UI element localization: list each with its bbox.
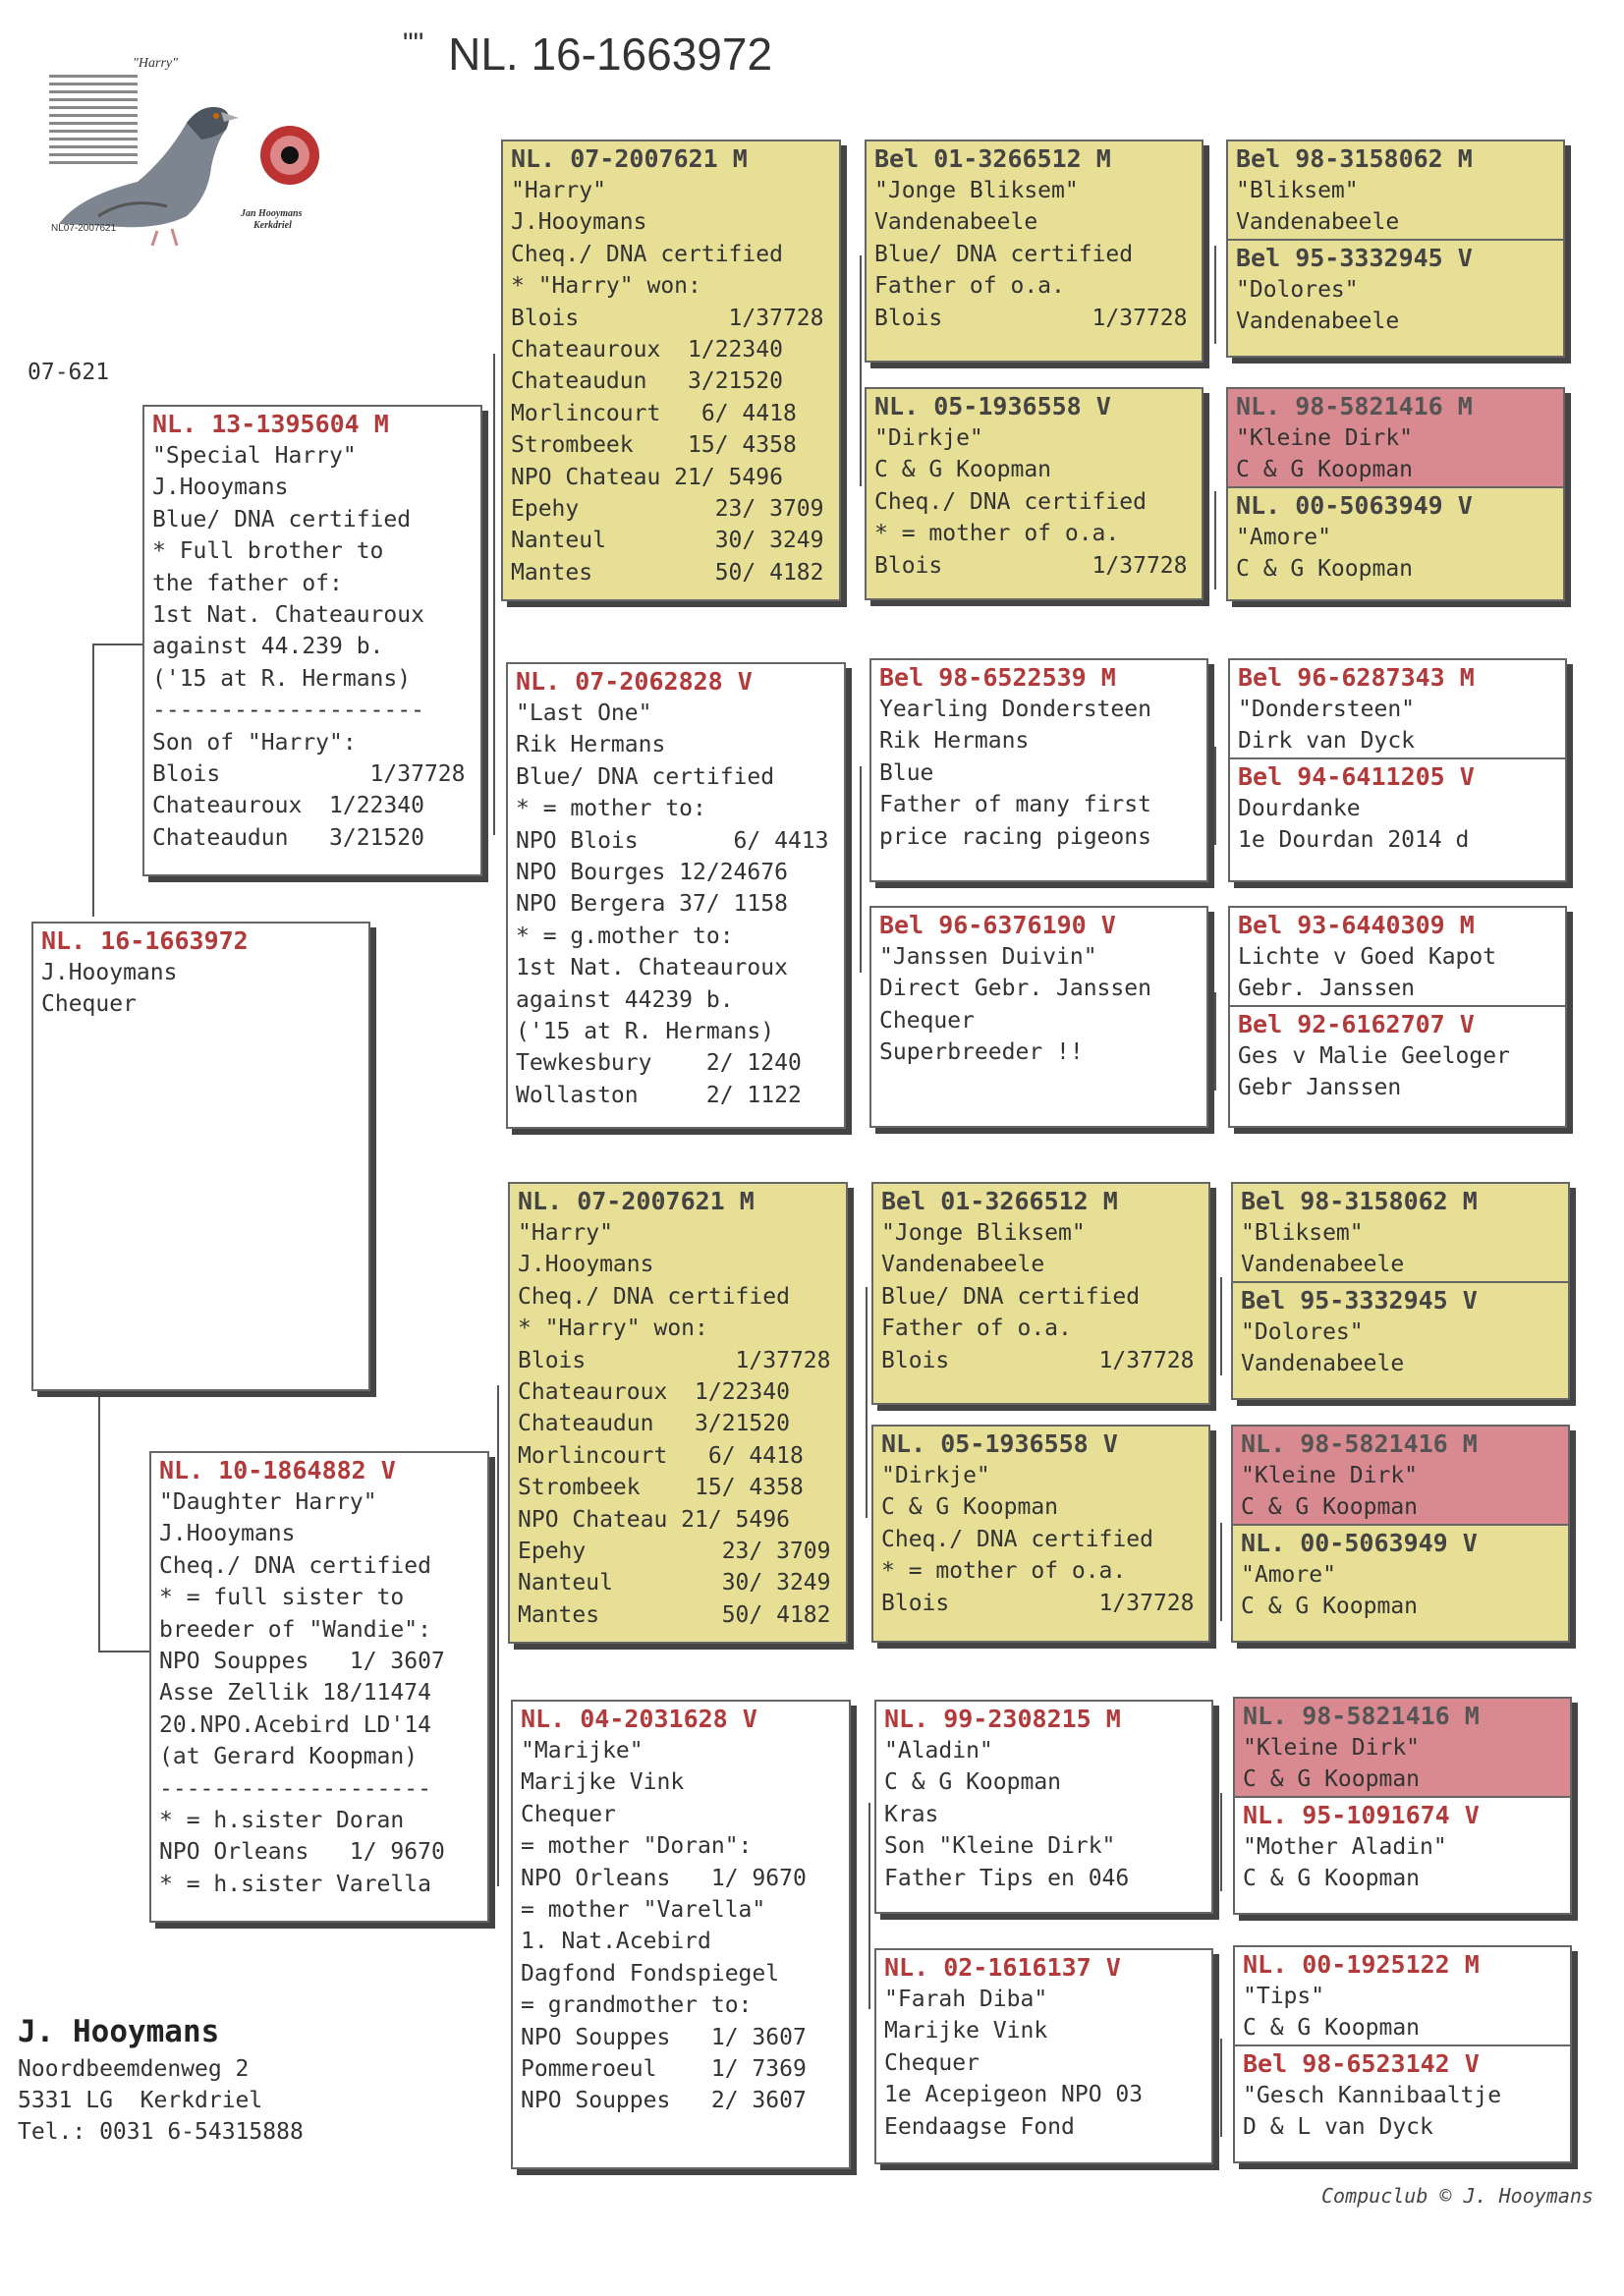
gen5-pair-card <box>1233 1945 1572 2163</box>
gen5-line: C & G Koopman <box>1243 2015 1421 2042</box>
side-code: 07-621 <box>28 360 110 385</box>
grandparent-line: Nanteul 30/ 3249 <box>518 1570 831 1596</box>
great-grandparent-line: * = mother of o.a. <box>881 1558 1127 1585</box>
connector <box>1214 246 1216 344</box>
grandparent-line: Tewkesbury 2/ 1240 <box>516 1050 802 1077</box>
connector <box>1220 1793 1222 1891</box>
dam-line: "Daughter Harry" <box>159 1489 377 1515</box>
breeder-city: 5331 LG Kerkdriel <box>18 2088 263 2113</box>
grandparent-line: * = mother to: <box>516 796 706 822</box>
gen5-ring: NL. 98-5821416 M <box>1236 392 1473 420</box>
gen5-pair-card <box>1228 658 1567 882</box>
sire-line: against 44.239 b. <box>152 634 384 660</box>
great-grandparent-card <box>869 906 1208 1128</box>
dam-line: Cheq./ DNA certified <box>159 1552 431 1579</box>
great-grandparent-line: Blue <box>879 759 934 786</box>
great-grandparent-line: Father of many first <box>879 792 1151 818</box>
grandparent-line: Nanteul 30/ 3249 <box>511 528 824 554</box>
grandparent-line: Blois 1/37728 <box>511 305 824 331</box>
dam-line: NPO Orleans 1/ 9670 <box>159 1839 445 1866</box>
grandparent-line: Epehy 23/ 3709 <box>518 1539 831 1565</box>
sire-line: J.Hooymans <box>152 475 289 501</box>
gen5-ring: Bel 95-3332945 V <box>1236 243 1473 272</box>
sire-line: Blois 1/37728 <box>152 761 466 788</box>
sire-line: "Special Harry" <box>152 443 357 469</box>
gen5-pair-card <box>1233 1697 1572 1915</box>
grandparent-line: NPO Bourges 12/24676 <box>516 860 788 886</box>
great-grandparent-line: Rik Hermans <box>879 728 1030 755</box>
photo-owner-place: Kerkdriel <box>253 220 292 231</box>
grandparent-line: NPO Chateau 21/ 5496 <box>518 1506 790 1533</box>
grandparent-line: Morlincourt 6/ 4418 <box>518 1442 804 1469</box>
dam-line: (at Gerard Koopman) <box>159 1744 419 1770</box>
great-grandparent-line: "Dirkje" <box>881 1463 990 1488</box>
photo-ring-caption: NL07-2007621 <box>51 223 117 234</box>
grandparent-line: Chateaudun 3/21520 <box>511 368 783 395</box>
title-quote: "" <box>403 28 424 60</box>
grandparent-line: Rik Hermans <box>516 732 666 758</box>
great-grandparent-line: 1e Acepigeon NPO 03 <box>884 2082 1144 2108</box>
grandparent-line: NPO Souppes 2/ 3607 <box>521 2088 807 2114</box>
sire-line: 1st Nat. Chateauroux <box>152 602 424 629</box>
great-grandparent-line: Superbreeder !! <box>879 1039 1084 1066</box>
gen5-pair-card <box>1231 1425 1570 1643</box>
great-grandparent-line: Chequer <box>884 2049 980 2076</box>
grandparent-line: Cheq./ DNA certified <box>518 1283 790 1310</box>
gen5-pair-card <box>1228 906 1567 1128</box>
gen5-line: Ges v Malie Geeloger <box>1238 1042 1510 1069</box>
gen5-line: C & G Koopman <box>1236 556 1414 583</box>
connector <box>497 1385 499 1886</box>
subject-line: J.Hooymans <box>41 960 178 985</box>
gen5-line: "Bliksem" <box>1236 178 1359 203</box>
gen5-line: "Dolores" <box>1241 1318 1364 1345</box>
sire-card <box>142 405 482 876</box>
great-grandparent-ring: Bel 96-6376190 V <box>879 911 1116 939</box>
great-grandparent-line: C & G Koopman <box>884 1769 1062 1796</box>
gen5-line: Dourdanke <box>1238 795 1361 821</box>
sire-line: * Full brother to <box>152 538 384 565</box>
grandsire-dam-side-card <box>508 1182 848 1644</box>
dam-line: J.Hooymans <box>159 1521 296 1547</box>
great-grandparent-line: Blue/ DNA certified <box>874 241 1134 267</box>
great-grandparent-line: Blois 1/37728 <box>874 552 1188 579</box>
great-grandparent-card <box>869 658 1208 882</box>
great-grandparent-line: Blue/ DNA certified <box>881 1283 1141 1310</box>
great-grandparent-card <box>871 1182 1210 1405</box>
dam-line: * = h.sister Varella <box>159 1871 431 1897</box>
gen5-line: "Kleine Dirk" <box>1243 1735 1421 1761</box>
great-grandparent-line: * = mother of o.a. <box>874 521 1120 547</box>
sire-line: -------------------- <box>152 698 424 724</box>
grandparent-line: Wollaston 2/ 1122 <box>516 1082 802 1108</box>
gen5-line: "Amore" <box>1241 1561 1336 1588</box>
gen5-line: "Kleine Dirk" <box>1236 425 1414 451</box>
photo-owner-name: Jan Hooymans <box>241 208 303 219</box>
great-grandparent-line: Father of o.a. <box>881 1316 1072 1342</box>
great-grandparent-line: Blois 1/37728 <box>881 1590 1195 1616</box>
connector <box>860 766 862 973</box>
gen5-line: Vandenabeele <box>1241 1351 1405 1377</box>
gen5-ring: NL. 00-5063949 V <box>1241 1528 1478 1557</box>
gen5-line: Gebr Janssen <box>1238 1075 1402 1101</box>
great-grandparent-line: Eendaagse Fond <box>884 2113 1075 2140</box>
grandparent-line: NPO Chateau 21/ 5496 <box>511 464 783 490</box>
dam-ring: NL. 10-1864882 V <box>159 1456 396 1484</box>
page-title: NL. 16-1663972 <box>448 28 773 80</box>
gen5-ring: NL. 95-1091674 V <box>1243 1800 1480 1829</box>
great-grandparent-line: Cheq./ DNA certified <box>874 488 1147 515</box>
sire-line: Chateaudun 3/21520 <box>152 824 424 851</box>
great-grandparent-line: Vandenabeele <box>881 1252 1045 1278</box>
connector <box>1214 992 1216 1091</box>
great-grandparent-card <box>874 1948 1213 2164</box>
dam-line: Asse Zellik 18/11474 <box>159 1680 431 1707</box>
connector <box>98 1385 100 1651</box>
gen5-ring: Bel 93-6440309 M <box>1238 911 1475 939</box>
great-grandparent-line: Father Tips en 046 <box>884 1865 1130 1891</box>
gen5-ring: NL. 00-5063949 V <box>1236 490 1473 520</box>
gen5-line: "Amore" <box>1236 524 1331 550</box>
great-grandparent-line: "Jonge Bliksem" <box>881 1220 1086 1246</box>
grandparent-line: * "Harry" won: <box>511 273 701 300</box>
gen5-line: D & L van Dyck <box>1243 2114 1433 2141</box>
footer-credit: Compuclub © J. Hooymans <box>1321 2184 1594 2208</box>
great-grandparent-ring: NL. 05-1936558 V <box>874 392 1111 420</box>
grandparent-line: Chateaudun 3/21520 <box>518 1411 790 1437</box>
grandsire-sire-side-card <box>501 140 841 601</box>
dam-card <box>149 1451 489 1923</box>
great-grandparent-ring: Bel 01-3266512 M <box>881 1187 1118 1215</box>
great-grandparent-line: Blois 1/37728 <box>881 1347 1195 1373</box>
gen5-line: "Dolores" <box>1236 276 1359 303</box>
great-grandparent-line: Vandenabeele <box>874 209 1038 236</box>
dam-line: * = h.sister Doran <box>159 1808 405 1834</box>
great-grandparent-line: Kras <box>884 1801 939 1827</box>
gen5-line: C & G Koopman <box>1236 457 1414 483</box>
grandparent-line: * = g.mother to: <box>516 923 734 949</box>
grandparent-line: Blue/ DNA certified <box>516 763 775 790</box>
gen5-ring: NL. 98-5821416 M <box>1243 1702 1480 1730</box>
breeder-block <box>18 2010 304 2148</box>
subject-card <box>31 922 370 1391</box>
great-grandparent-ring: Bel 01-3266512 M <box>874 144 1111 173</box>
grandparent-line: Blois 1/37728 <box>518 1347 831 1373</box>
great-grandparent-card <box>865 387 1204 600</box>
grandparent-line: Epehy 23/ 3709 <box>511 496 824 523</box>
connector <box>1220 2039 1222 2137</box>
great-grandparent-line: "Aladin" <box>884 1738 993 1764</box>
grandparent-line: "Last One" <box>516 700 652 726</box>
great-grandparent-line: Son "Kleine Dirk" <box>884 1833 1116 1860</box>
gen5-ring: NL. 00-1925122 M <box>1243 1950 1480 1979</box>
breeder-phone: Tel.: 0031 6-54315888 <box>18 2119 304 2145</box>
sire-line: the father of: <box>152 570 343 596</box>
gen5-line: "Bliksem" <box>1241 1220 1364 1246</box>
grandparent-line: NPO Blois 6/ 4413 <box>516 827 829 854</box>
gen5-line: "Kleine Dirk" <box>1241 1463 1419 1488</box>
gen5-ring: Bel 98-3158062 M <box>1241 1187 1478 1215</box>
great-grandparent-line: Yearling Dondersteen <box>879 697 1151 722</box>
grandparent-line: J.Hooymans <box>511 209 647 236</box>
grandparent-line: against 44239 b. <box>516 986 734 1013</box>
great-grandparent-line: Blois 1/37728 <box>874 305 1188 331</box>
grandparent-line: Morlincourt 6/ 4418 <box>511 400 797 426</box>
great-grandparent-line: Direct Gebr. Janssen <box>879 976 1151 1002</box>
great-grandparent-card <box>865 140 1204 363</box>
grandsire-dam-side-ring: NL. 07-2007621 M <box>518 1187 755 1215</box>
grandparent-line: ('15 at R. Hermans) <box>516 1019 775 1045</box>
grandparent-line: Strombeek 15/ 4358 <box>511 432 797 459</box>
dam-line: -------------------- <box>159 1775 431 1802</box>
grandparent-line: NPO Souppes 1/ 3607 <box>521 2024 807 2050</box>
breeder-street: Noordbeemdenweg 2 <box>18 2056 250 2082</box>
grandparent-line: Chequer <box>521 1801 616 1827</box>
dam-line: NPO Souppes 1/ 3607 <box>159 1649 445 1675</box>
pigeon-photo <box>39 49 334 260</box>
grandparent-line: = grandmother to: <box>521 1992 753 2019</box>
grandparent-line: Strombeek 15/ 4358 <box>518 1475 804 1501</box>
subject-line: Chequer <box>41 991 137 1018</box>
connector <box>866 1287 868 1518</box>
grandparent-line: Marijke Vink <box>521 1769 685 1796</box>
great-grandparent-ring: Bel 98-6522539 M <box>879 663 1116 692</box>
gen5-pair-card <box>1231 1182 1570 1400</box>
gen5-line: "Mother Aladin" <box>1243 1833 1447 1860</box>
gen5-pair-card <box>1226 140 1565 358</box>
granddam-dam-side-ring: NL. 04-2031628 V <box>521 1705 757 1733</box>
great-grandparent-line: "Farah Diba" <box>884 1987 1048 2012</box>
gen5-ring: NL. 98-5821416 M <box>1241 1429 1478 1458</box>
grandparent-line: J.Hooymans <box>518 1252 654 1278</box>
grandparent-line: Chateauroux 1/22340 <box>511 337 783 364</box>
great-grandparent-line: Chequer <box>879 1007 975 1034</box>
grandparent-line: Pommeroeul 1/ 7369 <box>521 2056 807 2083</box>
gen5-line: Lichte v Goed Kapot <box>1238 944 1497 970</box>
connector <box>860 255 862 486</box>
grandparent-line: = mother "Doran": <box>521 1833 753 1860</box>
grandparent-line: NPO Orleans 1/ 9670 <box>521 1865 807 1891</box>
grandparent-line: * "Harry" won: <box>518 1316 708 1342</box>
great-grandparent-line: "Dirkje" <box>874 425 983 451</box>
great-grandparent-line: "Janssen Duivin" <box>879 944 1097 970</box>
grandparent-line: "Marijke" <box>521 1738 644 1764</box>
gen5-pair-card <box>1226 387 1565 601</box>
gen5-line: C & G Koopman <box>1243 1766 1421 1793</box>
grandparent-line: 1st Nat. Chateauroux <box>516 955 788 981</box>
subject-ring: NL. 16-1663972 <box>41 926 249 955</box>
connector <box>92 644 94 917</box>
great-grandparent-line: "Jonge Bliksem" <box>874 178 1079 203</box>
dam-line: breeder of "Wandie": <box>159 1616 431 1643</box>
grandparent-line: NPO Bergera 37/ 1158 <box>516 891 788 918</box>
sire-line: Blue/ DNA certified <box>152 506 412 532</box>
gen5-line: Vandenabeele <box>1236 209 1400 236</box>
great-grandparent-line: Father of o.a. <box>874 273 1065 300</box>
connector <box>1220 1277 1222 1375</box>
granddam-sire-side-card <box>506 662 846 1129</box>
gen5-line: C & G Koopman <box>1243 1866 1421 1892</box>
grandparent-line: Chateauroux 1/22340 <box>518 1379 790 1406</box>
great-grandparent-line: price racing pigeons <box>879 823 1151 850</box>
connector <box>1214 491 1216 589</box>
connector <box>868 1803 870 2009</box>
gen5-ring: Bel 94-6411205 V <box>1238 761 1475 791</box>
great-grandparent-line: C & G Koopman <box>881 1494 1059 1521</box>
gen5-line: C & G Koopman <box>1241 1494 1419 1521</box>
great-grandparent-ring: NL. 99-2308215 M <box>884 1705 1121 1733</box>
gen5-line: Vandenabeele <box>1241 1252 1405 1278</box>
grandparent-line: = mother "Varella" <box>521 1897 766 1924</box>
photo-name-caption: "Harry" <box>133 56 178 71</box>
grandparent-line: Dagfond Fondspiegel <box>521 1960 780 1987</box>
sire-line: Chateauroux 1/22340 <box>152 793 424 819</box>
gen5-line: C & G Koopman <box>1241 1594 1419 1620</box>
granddam-sire-side-ring: NL. 07-2062828 V <box>516 667 753 696</box>
gen5-line: Dirk van Dyck <box>1238 728 1416 755</box>
breeder-name: J. Hooymans <box>18 2014 220 2049</box>
great-grandparent-line: Cheq./ DNA certified <box>881 1526 1153 1552</box>
connector <box>98 1651 149 1652</box>
great-grandparent-card <box>874 1700 1213 1914</box>
gen5-ring: Bel 95-3332945 V <box>1241 1285 1478 1315</box>
gen5-line: "Tips" <box>1243 1984 1325 2009</box>
great-grandparent-line: Marijke Vink <box>884 2018 1048 2044</box>
connector <box>493 354 495 835</box>
dam-line: * = full sister to <box>159 1585 405 1611</box>
gen5-ring: Bel 96-6287343 M <box>1238 663 1475 692</box>
gen5-ring: Bel 98-3158062 M <box>1236 144 1473 173</box>
gen5-ring: Bel 92-6162707 V <box>1238 1009 1475 1038</box>
grandparent-line: "Harry" <box>511 178 606 203</box>
grandparent-line: "Harry" <box>518 1220 613 1246</box>
grandparent-line: Mantes 50/ 4182 <box>518 1601 831 1628</box>
dam-line: 20.NPO.Acebird LD'14 <box>159 1711 431 1738</box>
great-grandparent-card <box>871 1425 1210 1643</box>
connector <box>1214 747 1216 845</box>
sire-line: ('15 at R. Hermans) <box>152 665 412 692</box>
gen5-ring: Bel 98-6523142 V <box>1243 2048 1480 2078</box>
connector <box>1220 1523 1222 1621</box>
grandparent-line: Mantes 50/ 4182 <box>511 559 824 586</box>
gen5-line: 1e Dourdan 2014 d <box>1238 827 1470 854</box>
grandsire-sire-side-ring: NL. 07-2007621 M <box>511 144 748 173</box>
great-grandparent-line: C & G Koopman <box>874 457 1052 483</box>
sire-ring: NL. 13-1395604 M <box>152 410 389 438</box>
sire-line: Son of "Harry": <box>152 729 357 756</box>
great-grandparent-ring: NL. 05-1936558 V <box>881 1429 1118 1458</box>
gen5-line: Vandenabeele <box>1236 308 1400 335</box>
connector <box>92 644 143 645</box>
granddam-dam-side-card <box>511 1700 851 2169</box>
grandparent-line: 1. Nat.Acebird <box>521 1929 711 1955</box>
gen5-line: Gebr. Janssen <box>1238 976 1416 1002</box>
gen5-line: "Dondersteen" <box>1238 697 1416 722</box>
grandparent-line: Cheq./ DNA certified <box>511 241 783 267</box>
great-grandparent-ring: NL. 02-1616137 V <box>884 1953 1121 1982</box>
gen5-line: "Gesch Kannibaaltje <box>1243 2082 1502 2108</box>
